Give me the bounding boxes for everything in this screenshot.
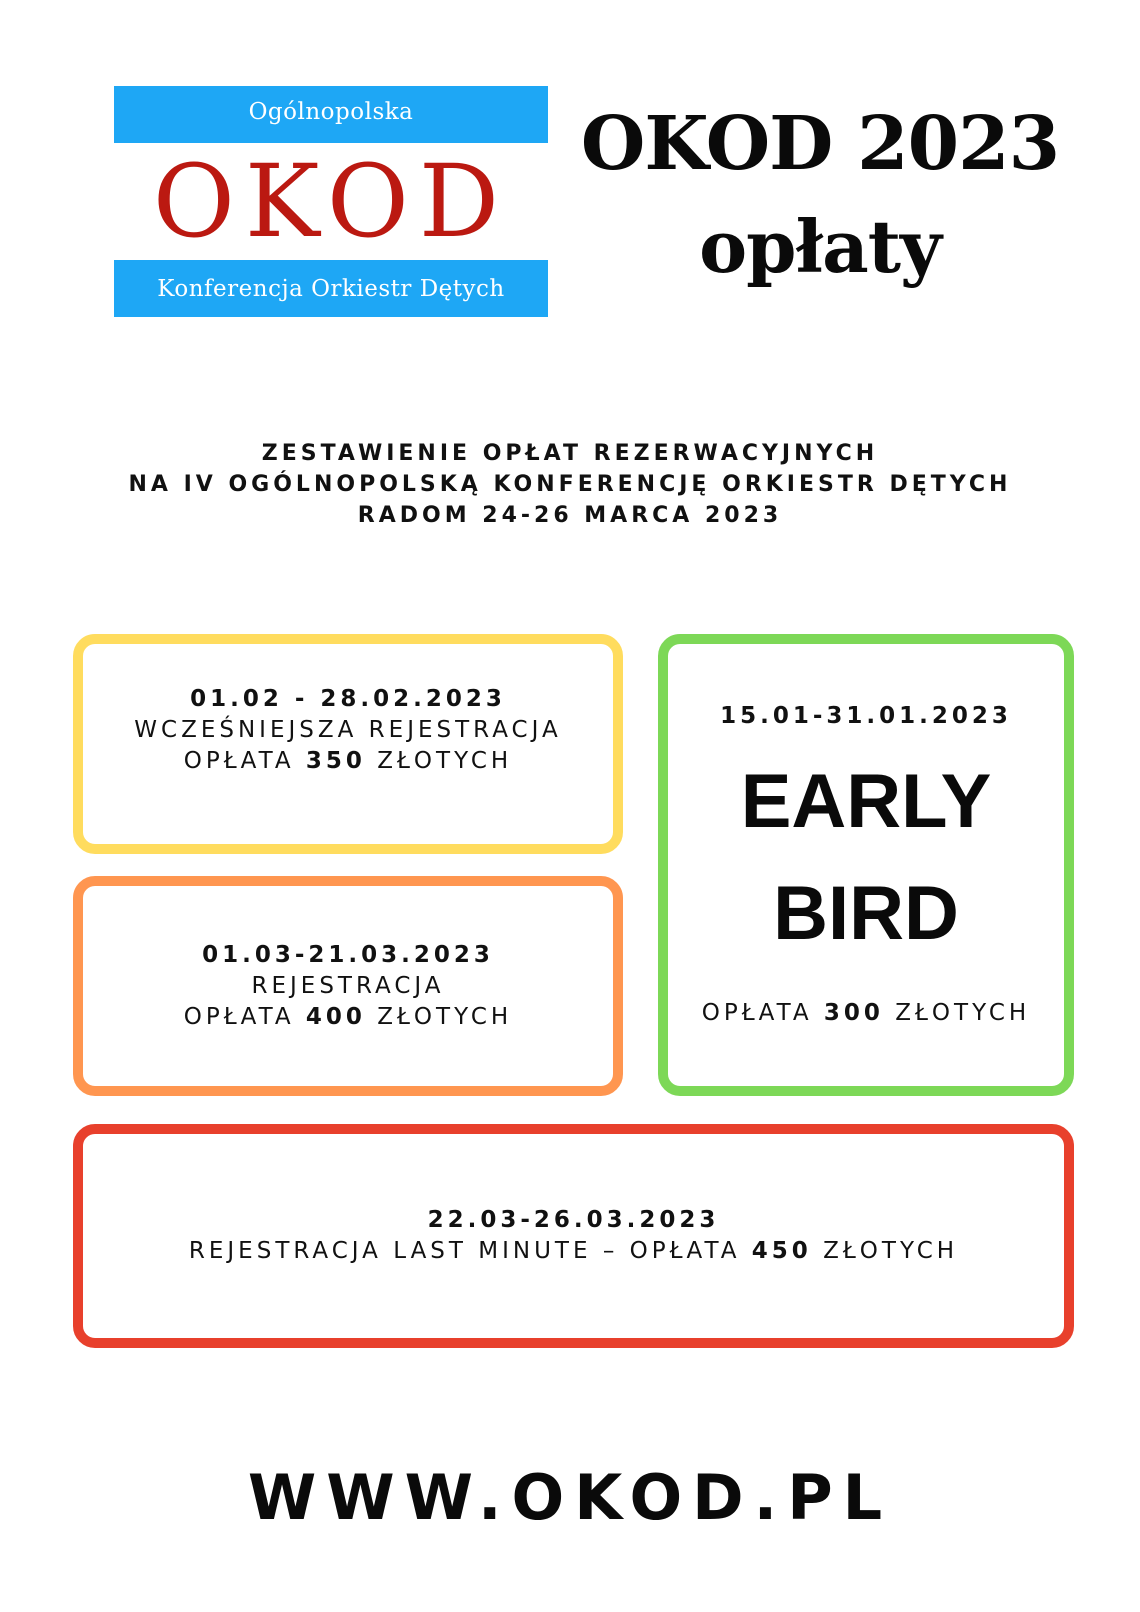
fee-dates: 15.01-31.01.2023 — [720, 703, 1012, 729]
fee-currency: ZŁOTYCH — [377, 747, 513, 774]
summary-heading — [0, 438, 1140, 531]
fee-amount: 400 — [305, 1003, 366, 1030]
fee-box-early-bird — [658, 634, 1074, 1096]
fee-amount: 350 — [305, 747, 366, 774]
fee-line — [189, 1236, 958, 1267]
heading-line-3: RADOM 24-26 MARCA 2023 — [357, 503, 783, 528]
logo-top-band: Ogólnopolska — [114, 86, 548, 143]
fee-currency: ZŁOTYCH — [823, 1238, 959, 1264]
fee-dates: 22.03-26.03.2023 — [427, 1207, 720, 1233]
fee-box-last-minute — [73, 1124, 1074, 1348]
fee-label: REJESTRACJA LAST MINUTE – OPŁATA — [188, 1238, 741, 1264]
okod-logo — [114, 86, 548, 317]
fee-prefix: OPŁATA — [701, 1000, 813, 1026]
fee-line — [184, 746, 512, 777]
fee-currency: ZŁOTYCH — [377, 1003, 513, 1030]
title-line-2: opłaty — [699, 204, 941, 289]
fee-box-earlier-registration — [73, 634, 623, 854]
early-bird-line-1: EARLY — [740, 759, 992, 844]
title-line-1: OKOD 2023 — [580, 101, 1060, 187]
logo-word: OKOD — [152, 143, 510, 260]
website-url[interactable]: WWW.OKOD.PL — [247, 1461, 893, 1534]
early-bird-line-2: BIRD — [773, 871, 959, 956]
fee-currency: ZŁOTYCH — [895, 1000, 1031, 1026]
fee-line — [184, 1002, 512, 1033]
fee-dates: 01.02 - 28.02.2023 — [190, 685, 506, 712]
logo-bottom-band: Konferencja Orkiestr Dętych — [114, 260, 548, 317]
fee-amount: 450 — [751, 1238, 812, 1264]
heading-line-1: ZESTAWIENIE OPŁAT REZERWACYJNYCH — [261, 441, 879, 466]
fee-label: REJESTRACJA — [251, 972, 445, 999]
fee-box-regular-registration — [73, 876, 623, 1096]
fee-amount: 300 — [823, 1000, 884, 1026]
fee-prefix: OPŁATA — [183, 747, 295, 774]
page-title — [570, 96, 1070, 292]
heading-line-2: NA IV OGÓLNOPOLSKĄ KONFERENCJĘ ORKIESTR DĘTYCH — [128, 472, 1012, 497]
fee-line — [702, 998, 1030, 1029]
fee-label: WCZEŚNIEJSZA REJESTRACJA — [134, 716, 562, 743]
fee-prefix: OPŁATA — [183, 1003, 295, 1030]
fee-dates: 01.03-21.03.2023 — [202, 941, 494, 968]
